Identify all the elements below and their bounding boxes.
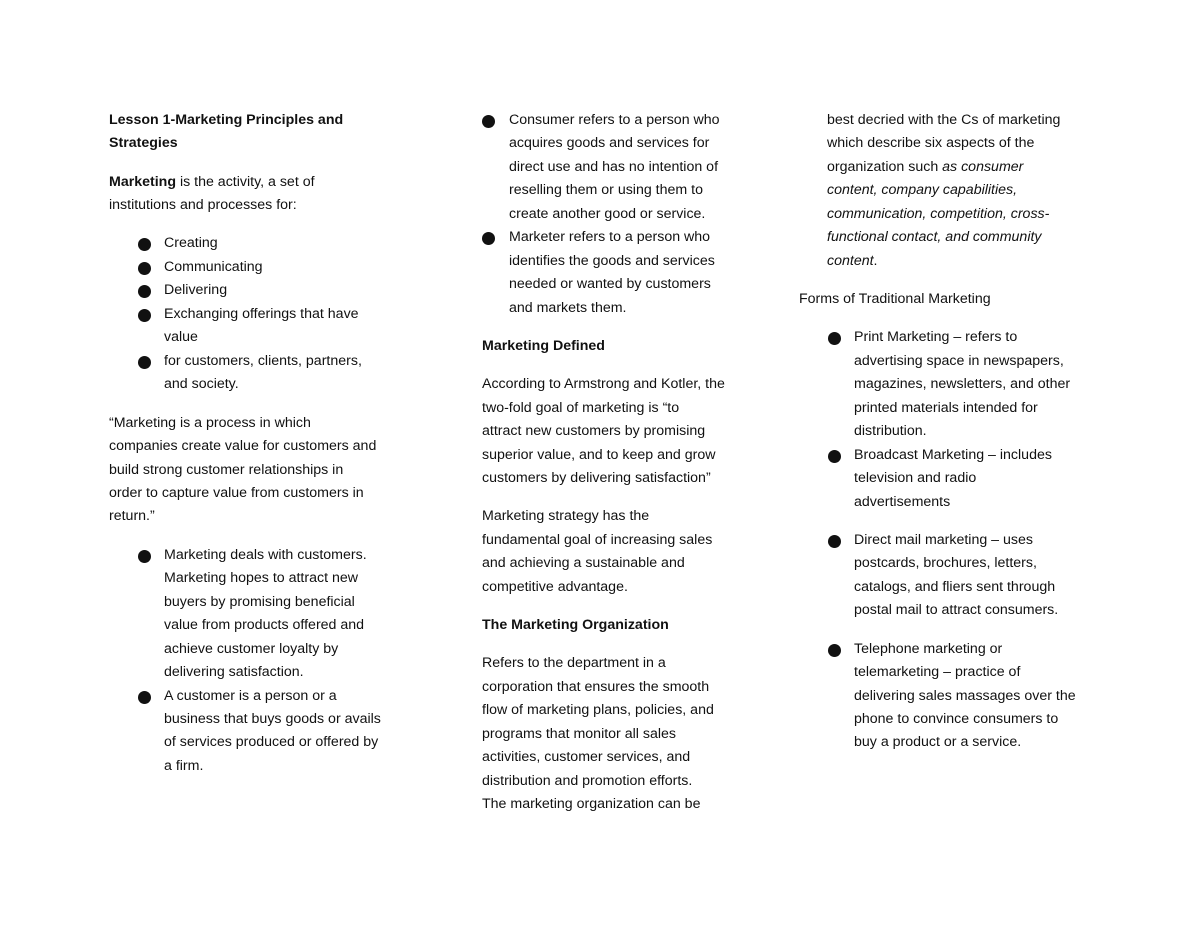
paragraph-line: Marketer refers to a person who [509, 229, 711, 245]
paragraph-line: fundamental goal of increasing sales [482, 532, 713, 548]
paragraph-line: postal mail to attract consumers. [854, 602, 1059, 618]
paragraph-line: Broadcast Marketing – includes [854, 447, 1052, 463]
bullet-icon [138, 691, 151, 704]
list-item-delivering: Delivering [164, 282, 228, 298]
paragraph-line: delivering satisfaction. [164, 664, 304, 680]
paragraph-italic-text: as consumer [942, 159, 1024, 175]
paragraph-line: direct use and has no intention of [509, 159, 719, 175]
paragraph-line: content, company capabilities, [827, 182, 1018, 198]
lesson-title-line-1: Lesson 1-Marketing Principles and [109, 112, 344, 128]
bullet-icon [138, 262, 151, 275]
paragraph-text: organization such [827, 159, 943, 175]
bullet-icon [138, 285, 151, 298]
paragraph-line: buyers by promising beneficial [164, 594, 355, 610]
paragraph-line: attract new customers by promising [482, 423, 706, 439]
paragraph-line: Marketing strategy has the [482, 508, 650, 524]
paragraph-line: phone to convince consumers to [854, 711, 1059, 727]
bullet-icon [482, 115, 495, 128]
definition-line-2: institutions and processes for: [109, 197, 297, 213]
paragraph-line: telemarketing – practice of [854, 664, 1021, 680]
paragraph-line: advertising space in newspapers, [854, 353, 1064, 369]
paragraph-line: advertisements [854, 494, 951, 510]
paragraph-line: a firm. [164, 758, 204, 774]
quote-line: “Marketing is a process in which [109, 415, 311, 431]
paragraph-line: According to Armstrong and Kotler, the [482, 376, 725, 392]
paragraph-line: Marketing deals with customers. [164, 547, 367, 563]
paragraph-line: catalogs, and fliers sent through [854, 579, 1056, 595]
paragraph-line: functional contact, and community [827, 229, 1042, 245]
bullet-icon [828, 332, 841, 345]
paragraph-line: A customer is a person or a [164, 688, 337, 704]
definition-line-1 [109, 172, 315, 192]
paragraph-line: competitive advantage. [482, 579, 628, 595]
paragraph-line: needed or wanted by customers [509, 276, 711, 292]
paragraph-line: Print Marketing – refers to [854, 329, 1018, 345]
paragraph-line: acquires goods and services for [509, 135, 710, 151]
quote-line: order to capture value from customers in [109, 485, 364, 501]
paragraph-line: Refers to the department in a [482, 655, 666, 671]
paragraph-text: . [873, 253, 878, 269]
paragraph-line: printed materials intended for [854, 400, 1038, 416]
paragraph-line: business that buys goods or avails [164, 711, 381, 727]
paragraph-line: activities, customer services, and [482, 749, 691, 765]
bullet-icon [828, 450, 841, 463]
bullet-icon [138, 238, 151, 251]
bullet-icon [482, 232, 495, 245]
bullet-icon [828, 644, 841, 657]
paragraph-line: two-fold goal of marketing is “to [482, 400, 680, 416]
paragraph-line: The marketing organization can be [482, 796, 701, 812]
definition-term: Marketing [109, 174, 177, 190]
list-item-exchanging: Exchanging offerings that have [164, 306, 359, 322]
paragraph-line: superior value, and to keep and grow [482, 447, 716, 463]
bullet-icon [138, 550, 151, 563]
quote-line: build strong customer relationships in [109, 462, 344, 478]
paragraph-line: distribution and promotion efforts. [482, 773, 693, 789]
paragraph-line: value from products offered and [164, 617, 365, 633]
section-heading-marketing-organization: The Marketing Organization [482, 617, 669, 633]
paragraph-line: flow of marketing plans, policies, and [482, 702, 714, 718]
definition-rest: is the activity, a set of [176, 174, 315, 190]
paragraph-line: buy a product or a service. [854, 734, 1022, 750]
paragraph-line: customers by delivering satisfaction” [482, 470, 711, 486]
paragraph-line [827, 251, 878, 271]
paragraph-line: and markets them. [509, 300, 627, 316]
paragraph-line: which describe six aspects of the [827, 135, 1035, 151]
paragraph-line: television and radio [854, 470, 977, 486]
paragraph-line: create another good or service. [509, 206, 706, 222]
paragraph-line: Marketing hopes to attract new [164, 570, 358, 586]
paragraph-line: of services produced or offered by [164, 734, 379, 750]
paragraph-line: programs that monitor all sales [482, 726, 676, 742]
paragraph-line [827, 157, 1023, 177]
paragraph-line: identifies the goods and services [509, 253, 715, 269]
bullet-icon [138, 356, 151, 369]
list-item-communicating: Communicating [164, 259, 263, 275]
paragraph-line: communication, competition, cross- [827, 206, 1050, 222]
paragraph-line: distribution. [854, 423, 927, 439]
paragraph-line: achieve customer loyalty by [164, 641, 339, 657]
paragraph-line: Consumer refers to a person who [509, 112, 720, 128]
paragraph-line: Telephone marketing or [854, 641, 1003, 657]
bullet-icon [138, 309, 151, 322]
paragraph-line: and achieving a sustainable and [482, 555, 685, 571]
paragraph-italic-text: content [827, 253, 874, 269]
paragraph-line: corporation that ensures the smooth [482, 679, 710, 695]
quote-line: return.” [109, 508, 155, 524]
paragraph-line: delivering sales massages over the [854, 688, 1076, 704]
paragraph-line: best decried with the Cs of marketing [827, 112, 1061, 128]
section-heading-marketing-defined: Marketing Defined [482, 338, 605, 354]
section-heading-forms: Forms of Traditional Marketing [799, 291, 991, 307]
list-item-creating: Creating [164, 235, 218, 251]
paragraph-line: postcards, brochures, letters, [854, 555, 1037, 571]
quote-line: companies create value for customers and [109, 438, 377, 454]
paragraph-line: reselling them or using them to [509, 182, 703, 198]
bullet-icon [828, 535, 841, 548]
list-item-exchanging-cont: value [164, 329, 198, 345]
paragraph-line: Direct mail marketing – uses [854, 532, 1033, 548]
lesson-title-line-2: Strategies [109, 135, 178, 151]
list-item-for-customers: for customers, clients, partners, [164, 353, 362, 369]
list-item-for-customers-cont: and society. [164, 376, 239, 392]
paragraph-line: magazines, newsletters, and other [854, 376, 1071, 392]
